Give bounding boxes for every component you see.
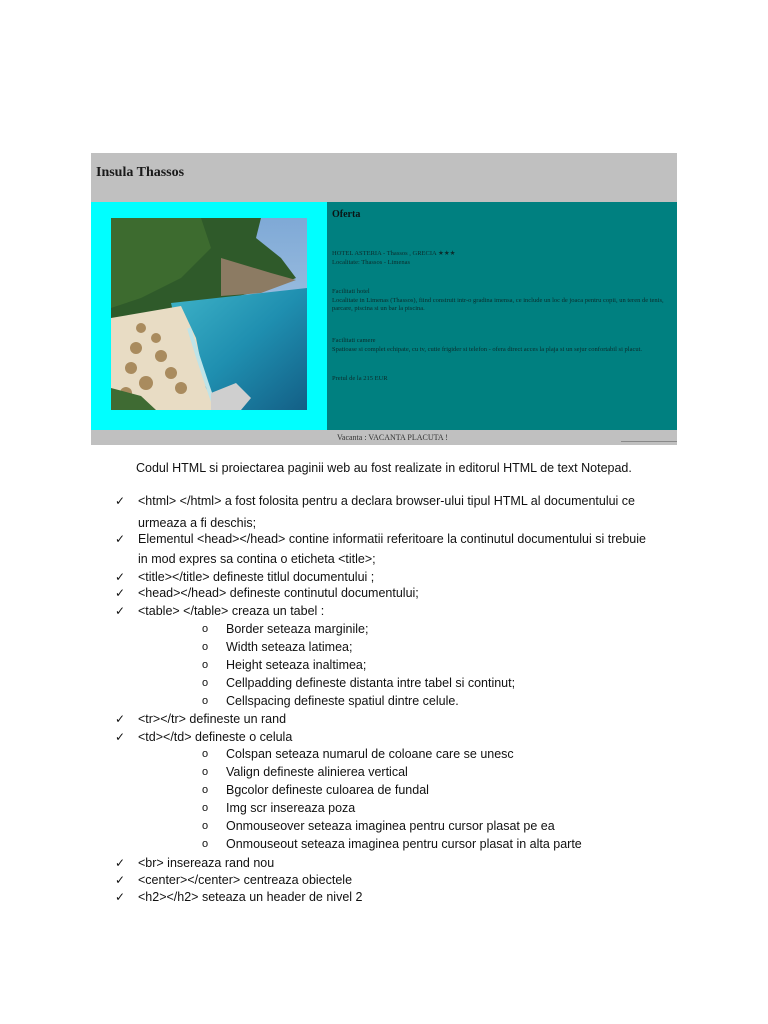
check-icon: ✓ [115,712,126,726]
facilities-room-text: Spatioase si complet echipate, cu tv, cutie frigider si telefon - ofera direct acces la plaja si un sejur confortabil si placut. [332,346,643,353]
sub-list-item: Onmouseover seteaza imaginea pentru cursor plasat pe ea [226,819,555,833]
webpage-screenshot [91,153,677,445]
list-item: <td></td> defineste o celula [138,730,293,744]
bullet-icon: o [202,820,209,832]
check-icon: ✓ [115,494,126,508]
check-icon: ✓ [115,532,126,546]
bullet-icon: o [202,784,209,796]
list-item: <html> </html> a fost folosita pentru a declara browser-ului tipul HTML al documentului ce [138,494,636,508]
sub-list-item: Cellspacing defineste spatiul dintre celule. [226,694,459,708]
check-icon: ✓ [115,856,126,870]
bullet-icon: o [202,623,209,635]
facilities-hotel-text: Localitate in Limenas (Thassos), fiind construit intr-o gradina imensa, ce include un loc de joaca pentru copii, un teren de tenis, parcare, piscina si un bar la piscina. [332,297,664,312]
footer-bar [91,430,677,445]
bullet-icon: o [202,766,209,778]
intro-paragraph: Codul HTML si proiectarea paginii web au fost realizate in editorul HTML de text Notepad. [136,461,632,475]
check-icon: ✓ [115,604,126,618]
list-item: Elementul <head></head> contine informatii referitoare la continutul documentului si trebuie [138,532,646,546]
sub-list-item: Colspan seteaza numarul de coloane care se unesc [226,747,514,761]
sub-list-item: Cellpadding defineste distanta intre tabel si continut; [226,676,516,690]
facilities-room-label: Facilitati camere [332,337,376,344]
list-item: in mod expres sa contina o eticheta <title>; [138,552,376,566]
list-item: <br> insereaza rand nou [138,856,275,870]
list-item: <head></head> defineste continutul documentului; [138,586,419,600]
check-icon: ✓ [115,890,126,904]
image-cell [91,202,327,444]
sub-list-item: Width seteaza latimea; [226,640,353,654]
bullet-icon: o [202,641,209,653]
sub-list-item: Bgcolor defineste culoarea de fundal [226,783,429,797]
check-icon: ✓ [115,730,126,744]
list-item: <center></center> centreaza obiectele [138,873,353,887]
bullet-icon: o [202,659,209,671]
check-icon: ✓ [115,570,126,584]
offer-heading: Oferta [332,209,361,220]
footer-text: Vacanta : VACANTA PLACUTA ! [337,433,448,442]
beach-photo [111,218,307,410]
bullet-icon: o [202,838,209,850]
hotel-line: HOTEL ASTERIA - Thassos , GRECIA ★★★ [332,250,456,257]
check-icon: ✓ [115,873,126,887]
sub-list-item: Height seteaza inaltimea; [226,658,367,672]
sub-list-item: Border seteaza marginile; [226,622,369,636]
offer-cell [327,202,677,430]
list-item: <title></title> defineste titlul documentului ; [138,570,375,584]
page-title: Insula Thassos [96,165,185,180]
bullet-icon: o [202,748,209,760]
list-item: <h2></h2> seteaza un header de nivel 2 [138,890,363,904]
list-item: <tr></tr> defineste un rand [138,712,287,726]
list-item: <table> </table> creaza un tabel : [138,604,325,618]
bullet-icon: o [202,677,209,689]
check-icon: ✓ [115,586,126,600]
price-line: Pretul de la 215 EUR [332,375,388,382]
facilities-hotel-label: Facilitati hotel [332,288,370,295]
bullet-icon: o [202,802,209,814]
bullet-icon: o [202,695,209,707]
footer-rule [621,441,677,442]
sub-list-item: Img scr insereaza poza [226,801,356,815]
list-item: urmeaza a fi deschis; [138,516,257,530]
sub-list-item: Onmouseout seteaza imaginea pentru cursor plasat in alta parte [226,837,582,851]
location-line: Localitate: Thassos - Limenas [332,259,411,266]
sub-list-item: Valign defineste alinierea vertical [226,765,408,779]
